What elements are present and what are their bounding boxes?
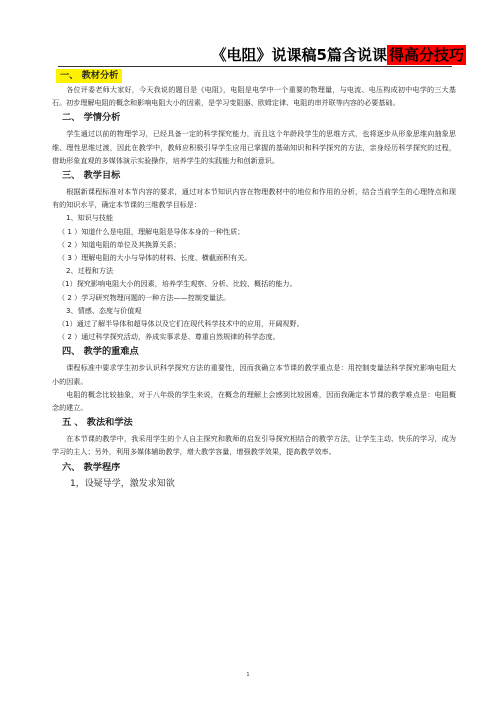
section-heading: 一、 教材分析 bbox=[56, 69, 122, 83]
page-number: 1 bbox=[246, 672, 250, 678]
document-body bbox=[52, 69, 456, 491]
paragraph: 各位评委老师大家好，今天我说的题目是《电阻》，电阻是电学中一个重要的物理量，与电流、电压构成初中电学的三大基石。初步理解电阻的概念和影响电阻大小的因素，是学习变阻器、欧姆定律、电阻的串并联等内容的必要基础。 bbox=[52, 85, 456, 108]
list-item: （ 1 ）知道什么是电阻，理解电阻是导体本身的一种性质； bbox=[58, 226, 245, 236]
list-item: （1）探究影响电阻大小的因素，培养学生观察、分析、比较、概括的能力。 bbox=[58, 279, 297, 289]
section-heading: 三、 教学目标 bbox=[62, 170, 121, 182]
paragraph: 1，设疑导学，激发求知欲 bbox=[70, 478, 175, 489]
paragraph: 电阻的概念比较抽象，对于八年级的学生来说，在概念的理解上会感到比较困难，因而我确定本节课的教学难点是：电阻概念的建立。 bbox=[52, 389, 456, 413]
section-heading: 五 、 教法和学法 bbox=[62, 417, 133, 429]
section-heading: 二、 学情分析 bbox=[62, 112, 121, 124]
title-highlight: 得高分技巧 bbox=[388, 46, 464, 64]
list-item: （ 2 ）学习研究物理问题的一种方法——控制变量法。 bbox=[58, 292, 231, 302]
subheading: 3、情感、态度与价值观 bbox=[66, 305, 142, 315]
list-item: （ 3 ）理解电阻的大小与导体的材料、长度、横截面积有关。 bbox=[58, 253, 252, 263]
paragraph: 学生通过以前的物理学习，已经具备一定的科学探究能力，而且这个年龄段学生的思维方式，也将逐步从形象思维向抽象思维、理性思维过渡，因此在教学中，教师应积极引导学生应用已掌握的基础知识和科学探究的方法，亲身经历科学探究的过程，借助形象直观的多媒体演示实验操作，培养学生的实践能力和创新意识。 bbox=[52, 129, 456, 165]
section-heading: 六、 教学程序 bbox=[62, 461, 121, 473]
subheading: 2、过程和方法 bbox=[66, 266, 114, 276]
list-item: （ 2 ）知道电阻的单位及其换算关系； bbox=[58, 239, 181, 249]
list-item: （1）通过了解半导体和超导体以及它们在现代科学技术中的应用，开阔视野。 bbox=[58, 319, 304, 329]
list-item: （ 2 ）通过科学探究活动，养成实事求是、尊重自然规律的科学态度。 bbox=[58, 332, 280, 342]
subheading: 1、知识与技能 bbox=[66, 213, 114, 223]
paragraph: 课程标准中要求学生初步认识科学探究方法的重要性，因而我确立本节课的教学重点是：用控制变量法科学探究影响电阻大小的因素。 bbox=[52, 363, 456, 386]
section-heading: 四、 教学的重难点 bbox=[62, 346, 139, 358]
paragraph: 在本节课的教学中，我采用学生的个人自主探究和教师的启发引导探究相结合的教学方法，让学生主动、快乐的学习，成为学习的主人；另外，利用多媒体辅助教学，增大教学容量，增强教学效果，提高教学效率。 bbox=[52, 434, 456, 457]
title-main: 《电阻》说课稿5篇含说课 bbox=[211, 46, 387, 64]
document-title bbox=[0, 44, 496, 65]
paragraph: 根据新课程标准对本节内容的要求，通过对本节知识内容在物理教材中的地位和作用的分析，结合当前学生的心理特点和现有的知识水平，确定本节课的三维教学目标是： bbox=[52, 187, 456, 210]
title-rule bbox=[58, 66, 452, 67]
